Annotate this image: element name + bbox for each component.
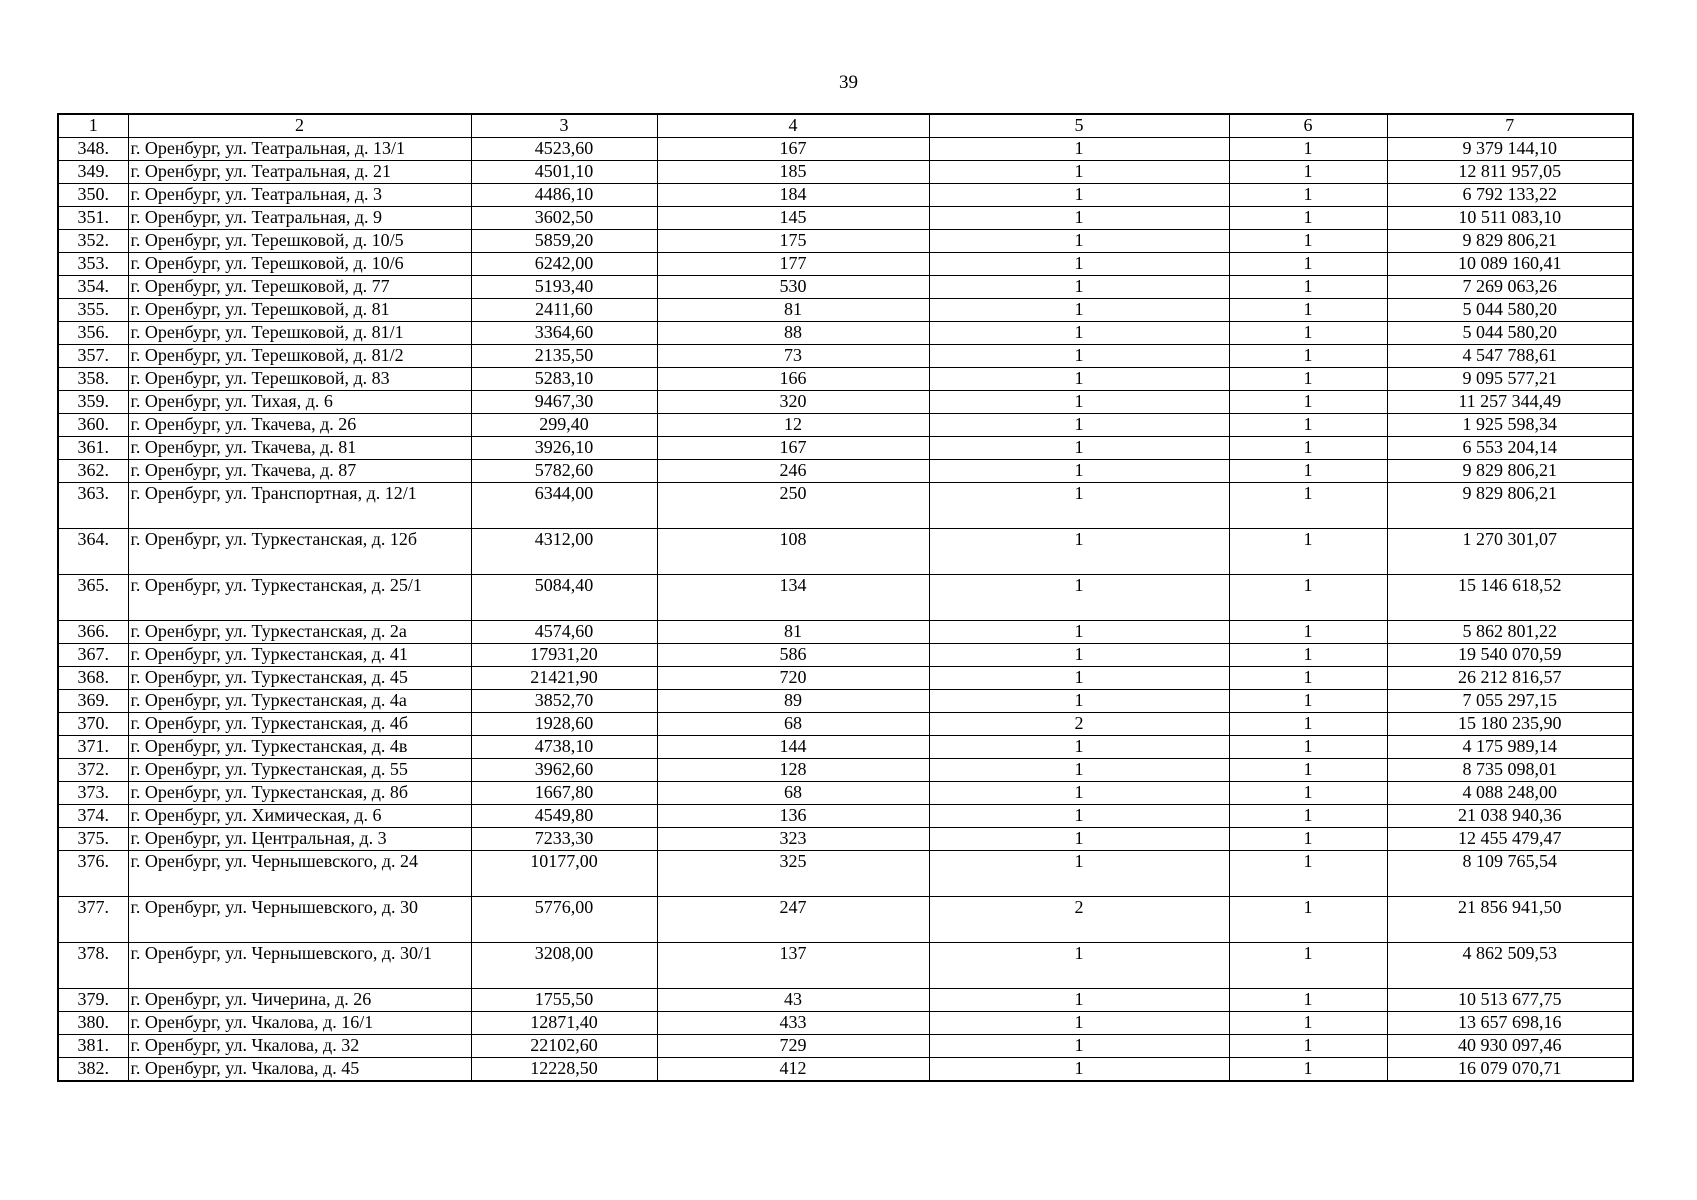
amount-cell: 26 212 816,57 bbox=[1387, 667, 1633, 690]
area-cell: 3962,60 bbox=[471, 759, 657, 782]
column-6-cell: 1 bbox=[1229, 759, 1387, 782]
column-5-cell: 1 bbox=[929, 1058, 1229, 1082]
address-cell: г. Оренбург, ул. Ткачева, д. 26 bbox=[128, 414, 471, 437]
table-row bbox=[58, 207, 1633, 230]
area-cell: 4523,60 bbox=[471, 138, 657, 161]
amount-cell: 10 089 160,41 bbox=[1387, 253, 1633, 276]
column-5-cell: 1 bbox=[929, 207, 1229, 230]
row-number: 351. bbox=[58, 207, 128, 230]
address-cell: г. Оренбург, ул. Терешковой, д. 10/6 bbox=[128, 253, 471, 276]
column-header: 4 bbox=[657, 114, 929, 138]
column-6-cell: 1 bbox=[1229, 230, 1387, 253]
housing-register-table bbox=[57, 113, 1634, 1082]
column-5-cell: 1 bbox=[929, 690, 1229, 713]
row-number: 366. bbox=[58, 621, 128, 644]
residents-cell: 128 bbox=[657, 759, 929, 782]
amount-cell: 6 553 204,14 bbox=[1387, 437, 1633, 460]
area-cell: 5193,40 bbox=[471, 276, 657, 299]
residents-cell: 720 bbox=[657, 667, 929, 690]
address-cell: г. Оренбург, ул. Терешковой, д. 83 bbox=[128, 368, 471, 391]
column-header: 2 bbox=[128, 114, 471, 138]
row-number: 382. bbox=[58, 1058, 128, 1082]
column-5-cell: 1 bbox=[929, 414, 1229, 437]
column-6-cell: 1 bbox=[1229, 368, 1387, 391]
row-number: 352. bbox=[58, 230, 128, 253]
column-5-cell: 1 bbox=[929, 989, 1229, 1012]
table-row bbox=[58, 529, 1633, 575]
address-cell: г. Оренбург, ул. Театральная, д. 21 bbox=[128, 161, 471, 184]
address-cell: г. Оренбург, ул. Транспортная, д. 12/1 bbox=[128, 483, 471, 529]
row-number: 379. bbox=[58, 989, 128, 1012]
area-cell: 6344,00 bbox=[471, 483, 657, 529]
table-row bbox=[58, 828, 1633, 851]
area-cell: 3364,60 bbox=[471, 322, 657, 345]
column-6-cell: 1 bbox=[1229, 391, 1387, 414]
amount-cell: 10 513 677,75 bbox=[1387, 989, 1633, 1012]
area-cell: 2411,60 bbox=[471, 299, 657, 322]
address-cell: г. Оренбург, ул. Терешковой, д. 10/5 bbox=[128, 230, 471, 253]
area-cell: 5084,40 bbox=[471, 575, 657, 621]
table-row bbox=[58, 1012, 1633, 1035]
residents-cell: 530 bbox=[657, 276, 929, 299]
row-number: 359. bbox=[58, 391, 128, 414]
table-row bbox=[58, 161, 1633, 184]
residents-cell: 167 bbox=[657, 138, 929, 161]
column-5-cell: 1 bbox=[929, 851, 1229, 897]
table-row bbox=[58, 667, 1633, 690]
column-5-cell: 1 bbox=[929, 782, 1229, 805]
column-5-cell: 1 bbox=[929, 253, 1229, 276]
area-cell: 12871,40 bbox=[471, 1012, 657, 1035]
amount-cell: 7 055 297,15 bbox=[1387, 690, 1633, 713]
column-5-cell: 1 bbox=[929, 299, 1229, 322]
column-5-cell: 2 bbox=[929, 897, 1229, 943]
area-cell: 3852,70 bbox=[471, 690, 657, 713]
area-cell: 4549,80 bbox=[471, 805, 657, 828]
row-number: 358. bbox=[58, 368, 128, 391]
area-cell: 5859,20 bbox=[471, 230, 657, 253]
row-number: 370. bbox=[58, 713, 128, 736]
residents-cell: 586 bbox=[657, 644, 929, 667]
amount-cell: 4 547 788,61 bbox=[1387, 345, 1633, 368]
column-6-cell: 1 bbox=[1229, 828, 1387, 851]
residents-cell: 145 bbox=[657, 207, 929, 230]
address-cell: г. Оренбург, ул. Театральная, д. 3 bbox=[128, 184, 471, 207]
column-5-cell: 1 bbox=[929, 529, 1229, 575]
amount-cell: 11 257 344,49 bbox=[1387, 391, 1633, 414]
table-row bbox=[58, 322, 1633, 345]
column-5-cell: 1 bbox=[929, 322, 1229, 345]
amount-cell: 5 044 580,20 bbox=[1387, 299, 1633, 322]
column-6-cell: 1 bbox=[1229, 207, 1387, 230]
row-number: 362. bbox=[58, 460, 128, 483]
address-cell: г. Оренбург, ул. Туркестанская, д. 41 bbox=[128, 644, 471, 667]
table-row bbox=[58, 460, 1633, 483]
row-number: 378. bbox=[58, 943, 128, 989]
area-cell: 1928,60 bbox=[471, 713, 657, 736]
address-cell: г. Оренбург, ул. Терешковой, д. 77 bbox=[128, 276, 471, 299]
table-row bbox=[58, 184, 1633, 207]
column-6-cell: 1 bbox=[1229, 299, 1387, 322]
table-row bbox=[58, 782, 1633, 805]
residents-cell: 12 bbox=[657, 414, 929, 437]
column-6-cell: 1 bbox=[1229, 1058, 1387, 1082]
column-6-cell: 1 bbox=[1229, 989, 1387, 1012]
table-row bbox=[58, 253, 1633, 276]
table-row bbox=[58, 989, 1633, 1012]
column-header: 3 bbox=[471, 114, 657, 138]
area-cell: 1755,50 bbox=[471, 989, 657, 1012]
area-cell: 4738,10 bbox=[471, 736, 657, 759]
column-5-cell: 1 bbox=[929, 736, 1229, 759]
table-row bbox=[58, 759, 1633, 782]
column-6-cell: 1 bbox=[1229, 138, 1387, 161]
residents-cell: 166 bbox=[657, 368, 929, 391]
row-number: 349. bbox=[58, 161, 128, 184]
column-6-cell: 1 bbox=[1229, 529, 1387, 575]
address-cell: г. Оренбург, ул. Туркестанская, д. 25/1 bbox=[128, 575, 471, 621]
residents-cell: 323 bbox=[657, 828, 929, 851]
table-row bbox=[58, 851, 1633, 897]
table-row bbox=[58, 1058, 1633, 1082]
amount-cell: 9 829 806,21 bbox=[1387, 483, 1633, 529]
column-5-cell: 1 bbox=[929, 483, 1229, 529]
column-header: 5 bbox=[929, 114, 1229, 138]
area-cell: 22102,60 bbox=[471, 1035, 657, 1058]
amount-cell: 4 175 989,14 bbox=[1387, 736, 1633, 759]
amount-cell: 12 811 957,05 bbox=[1387, 161, 1633, 184]
address-cell: г. Оренбург, ул. Чкалова, д. 32 bbox=[128, 1035, 471, 1058]
table-row bbox=[58, 437, 1633, 460]
row-number: 356. bbox=[58, 322, 128, 345]
residents-cell: 167 bbox=[657, 437, 929, 460]
amount-cell: 8 109 765,54 bbox=[1387, 851, 1633, 897]
amount-cell: 1 270 301,07 bbox=[1387, 529, 1633, 575]
residents-cell: 729 bbox=[657, 1035, 929, 1058]
column-5-cell: 1 bbox=[929, 759, 1229, 782]
table-row bbox=[58, 138, 1633, 161]
residents-cell: 175 bbox=[657, 230, 929, 253]
column-5-cell: 1 bbox=[929, 345, 1229, 368]
amount-cell: 15 180 235,90 bbox=[1387, 713, 1633, 736]
residents-cell: 81 bbox=[657, 299, 929, 322]
address-cell: г. Оренбург, ул. Ткачева, д. 87 bbox=[128, 460, 471, 483]
residents-cell: 433 bbox=[657, 1012, 929, 1035]
row-number: 368. bbox=[58, 667, 128, 690]
amount-cell: 9 829 806,21 bbox=[1387, 230, 1633, 253]
residents-cell: 247 bbox=[657, 897, 929, 943]
amount-cell: 16 079 070,71 bbox=[1387, 1058, 1633, 1082]
address-cell: г. Оренбург, ул. Туркестанская, д. 2а bbox=[128, 621, 471, 644]
residents-cell: 43 bbox=[657, 989, 929, 1012]
row-number: 376. bbox=[58, 851, 128, 897]
amount-cell: 15 146 618,52 bbox=[1387, 575, 1633, 621]
column-6-cell: 1 bbox=[1229, 713, 1387, 736]
address-cell: г. Оренбург, ул. Туркестанская, д. 4в bbox=[128, 736, 471, 759]
row-number: 357. bbox=[58, 345, 128, 368]
amount-cell: 21 038 940,36 bbox=[1387, 805, 1633, 828]
column-6-cell: 1 bbox=[1229, 736, 1387, 759]
address-cell: г. Оренбург, ул. Ткачева, д. 81 bbox=[128, 437, 471, 460]
row-number: 371. bbox=[58, 736, 128, 759]
amount-cell: 13 657 698,16 bbox=[1387, 1012, 1633, 1035]
row-number: 354. bbox=[58, 276, 128, 299]
column-5-cell: 1 bbox=[929, 621, 1229, 644]
column-5-cell: 2 bbox=[929, 713, 1229, 736]
amount-cell: 40 930 097,46 bbox=[1387, 1035, 1633, 1058]
row-number: 350. bbox=[58, 184, 128, 207]
row-number: 380. bbox=[58, 1012, 128, 1035]
column-6-cell: 1 bbox=[1229, 575, 1387, 621]
table-row bbox=[58, 483, 1633, 529]
residents-cell: 68 bbox=[657, 713, 929, 736]
row-number: 363. bbox=[58, 483, 128, 529]
row-number: 372. bbox=[58, 759, 128, 782]
column-5-cell: 1 bbox=[929, 644, 1229, 667]
residents-cell: 137 bbox=[657, 943, 929, 989]
column-6-cell: 1 bbox=[1229, 897, 1387, 943]
address-cell: г. Оренбург, ул. Чернышевского, д. 30 bbox=[128, 897, 471, 943]
amount-cell: 9 095 577,21 bbox=[1387, 368, 1633, 391]
row-number: 373. bbox=[58, 782, 128, 805]
area-cell: 5782,60 bbox=[471, 460, 657, 483]
residents-cell: 320 bbox=[657, 391, 929, 414]
area-cell: 4312,00 bbox=[471, 529, 657, 575]
table-row bbox=[58, 690, 1633, 713]
residents-cell: 108 bbox=[657, 529, 929, 575]
row-number: 355. bbox=[58, 299, 128, 322]
table-row bbox=[58, 1035, 1633, 1058]
address-cell: г. Оренбург, ул. Тихая, д. 6 bbox=[128, 391, 471, 414]
row-number: 361. bbox=[58, 437, 128, 460]
table-row bbox=[58, 897, 1633, 943]
table-row bbox=[58, 299, 1633, 322]
column-5-cell: 1 bbox=[929, 391, 1229, 414]
column-6-cell: 1 bbox=[1229, 644, 1387, 667]
table-row bbox=[58, 713, 1633, 736]
column-6-cell: 1 bbox=[1229, 1035, 1387, 1058]
area-cell: 9467,30 bbox=[471, 391, 657, 414]
column-5-cell: 1 bbox=[929, 161, 1229, 184]
address-cell: г. Оренбург, ул. Химическая, д. 6 bbox=[128, 805, 471, 828]
column-6-cell: 1 bbox=[1229, 782, 1387, 805]
table-row bbox=[58, 391, 1633, 414]
residents-cell: 88 bbox=[657, 322, 929, 345]
column-header: 1 bbox=[58, 114, 128, 138]
column-5-cell: 1 bbox=[929, 368, 1229, 391]
amount-cell: 7 269 063,26 bbox=[1387, 276, 1633, 299]
amount-cell: 8 735 098,01 bbox=[1387, 759, 1633, 782]
column-header: 6 bbox=[1229, 114, 1387, 138]
column-5-cell: 1 bbox=[929, 138, 1229, 161]
column-5-cell: 1 bbox=[929, 230, 1229, 253]
residents-cell: 68 bbox=[657, 782, 929, 805]
address-cell: г. Оренбург, ул. Туркестанская, д. 4а bbox=[128, 690, 471, 713]
column-5-cell: 1 bbox=[929, 828, 1229, 851]
area-cell: 17931,20 bbox=[471, 644, 657, 667]
column-6-cell: 1 bbox=[1229, 253, 1387, 276]
row-number: 375. bbox=[58, 828, 128, 851]
table-row bbox=[58, 621, 1633, 644]
column-6-cell: 1 bbox=[1229, 851, 1387, 897]
column-5-cell: 1 bbox=[929, 667, 1229, 690]
column-5-cell: 1 bbox=[929, 1012, 1229, 1035]
column-6-cell: 1 bbox=[1229, 322, 1387, 345]
table-row bbox=[58, 230, 1633, 253]
area-cell: 5283,10 bbox=[471, 368, 657, 391]
residents-cell: 184 bbox=[657, 184, 929, 207]
residents-cell: 81 bbox=[657, 621, 929, 644]
column-5-cell: 1 bbox=[929, 437, 1229, 460]
column-6-cell: 1 bbox=[1229, 161, 1387, 184]
row-number: 377. bbox=[58, 897, 128, 943]
column-5-cell: 1 bbox=[929, 1035, 1229, 1058]
area-cell: 1667,80 bbox=[471, 782, 657, 805]
column-6-cell: 1 bbox=[1229, 621, 1387, 644]
column-6-cell: 1 bbox=[1229, 667, 1387, 690]
table-row bbox=[58, 345, 1633, 368]
table-row bbox=[58, 276, 1633, 299]
amount-cell: 21 856 941,50 bbox=[1387, 897, 1633, 943]
area-cell: 10177,00 bbox=[471, 851, 657, 897]
column-6-cell: 1 bbox=[1229, 943, 1387, 989]
table-row bbox=[58, 575, 1633, 621]
amount-cell: 4 862 509,53 bbox=[1387, 943, 1633, 989]
table-body bbox=[58, 114, 1633, 1081]
column-6-cell: 1 bbox=[1229, 276, 1387, 299]
row-number: 360. bbox=[58, 414, 128, 437]
address-cell: г. Оренбург, ул. Чернышевского, д. 30/1 bbox=[128, 943, 471, 989]
amount-cell: 9 379 144,10 bbox=[1387, 138, 1633, 161]
address-cell: г. Оренбург, ул. Чкалова, д. 45 bbox=[128, 1058, 471, 1082]
column-6-cell: 1 bbox=[1229, 690, 1387, 713]
amount-cell: 5 044 580,20 bbox=[1387, 322, 1633, 345]
amount-cell: 12 455 479,47 bbox=[1387, 828, 1633, 851]
address-cell: г. Оренбург, ул. Туркестанская, д. 4б bbox=[128, 713, 471, 736]
page-number: 39 bbox=[839, 72, 858, 93]
amount-cell: 6 792 133,22 bbox=[1387, 184, 1633, 207]
table-row bbox=[58, 414, 1633, 437]
table-row bbox=[58, 736, 1633, 759]
area-cell: 3926,10 bbox=[471, 437, 657, 460]
residents-cell: 246 bbox=[657, 460, 929, 483]
residents-cell: 177 bbox=[657, 253, 929, 276]
column-5-cell: 1 bbox=[929, 575, 1229, 621]
table-row bbox=[58, 805, 1633, 828]
row-number: 374. bbox=[58, 805, 128, 828]
residents-cell: 144 bbox=[657, 736, 929, 759]
row-number: 353. bbox=[58, 253, 128, 276]
address-cell: г. Оренбург, ул. Центральная, д. 3 bbox=[128, 828, 471, 851]
address-cell: г. Оренбург, ул. Чичерина, д. 26 bbox=[128, 989, 471, 1012]
column-5-cell: 1 bbox=[929, 184, 1229, 207]
address-cell: г. Оренбург, ул. Туркестанская, д. 45 bbox=[128, 667, 471, 690]
column-header: 7 bbox=[1387, 114, 1633, 138]
residents-cell: 134 bbox=[657, 575, 929, 621]
column-6-cell: 1 bbox=[1229, 483, 1387, 529]
row-number: 364. bbox=[58, 529, 128, 575]
area-cell: 4501,10 bbox=[471, 161, 657, 184]
column-6-cell: 1 bbox=[1229, 345, 1387, 368]
row-number: 369. bbox=[58, 690, 128, 713]
residents-cell: 73 bbox=[657, 345, 929, 368]
area-cell: 12228,50 bbox=[471, 1058, 657, 1082]
column-6-cell: 1 bbox=[1229, 460, 1387, 483]
area-cell: 3208,00 bbox=[471, 943, 657, 989]
area-cell: 3602,50 bbox=[471, 207, 657, 230]
area-cell: 7233,30 bbox=[471, 828, 657, 851]
area-cell: 299,40 bbox=[471, 414, 657, 437]
amount-cell: 4 088 248,00 bbox=[1387, 782, 1633, 805]
amount-cell: 19 540 070,59 bbox=[1387, 644, 1633, 667]
table-header-row bbox=[58, 114, 1633, 138]
column-5-cell: 1 bbox=[929, 460, 1229, 483]
row-number: 348. bbox=[58, 138, 128, 161]
row-number: 381. bbox=[58, 1035, 128, 1058]
address-cell: г. Оренбург, ул. Чкалова, д. 16/1 bbox=[128, 1012, 471, 1035]
address-cell: г. Оренбург, ул. Терешковой, д. 81/1 bbox=[128, 322, 471, 345]
address-cell: г. Оренбург, ул. Театральная, д. 13/1 bbox=[128, 138, 471, 161]
column-5-cell: 1 bbox=[929, 276, 1229, 299]
amount-cell: 5 862 801,22 bbox=[1387, 621, 1633, 644]
table-row bbox=[58, 368, 1633, 391]
address-cell: г. Оренбург, ул. Терешковой, д. 81/2 bbox=[128, 345, 471, 368]
residents-cell: 185 bbox=[657, 161, 929, 184]
column-6-cell: 1 bbox=[1229, 437, 1387, 460]
table-row bbox=[58, 943, 1633, 989]
row-number: 365. bbox=[58, 575, 128, 621]
column-6-cell: 1 bbox=[1229, 1012, 1387, 1035]
table-row bbox=[58, 644, 1633, 667]
column-5-cell: 1 bbox=[929, 943, 1229, 989]
address-cell: г. Оренбург, ул. Чернышевского, д. 24 bbox=[128, 851, 471, 897]
column-6-cell: 1 bbox=[1229, 414, 1387, 437]
amount-cell: 10 511 083,10 bbox=[1387, 207, 1633, 230]
address-cell: г. Оренбург, ул. Театральная, д. 9 bbox=[128, 207, 471, 230]
residents-cell: 325 bbox=[657, 851, 929, 897]
area-cell: 21421,90 bbox=[471, 667, 657, 690]
address-cell: г. Оренбург, ул. Туркестанская, д. 55 bbox=[128, 759, 471, 782]
area-cell: 4486,10 bbox=[471, 184, 657, 207]
residents-cell: 89 bbox=[657, 690, 929, 713]
area-cell: 6242,00 bbox=[471, 253, 657, 276]
column-6-cell: 1 bbox=[1229, 184, 1387, 207]
amount-cell: 1 925 598,34 bbox=[1387, 414, 1633, 437]
area-cell: 4574,60 bbox=[471, 621, 657, 644]
column-6-cell: 1 bbox=[1229, 805, 1387, 828]
area-cell: 2135,50 bbox=[471, 345, 657, 368]
address-cell: г. Оренбург, ул. Туркестанская, д. 12б bbox=[128, 529, 471, 575]
address-cell: г. Оренбург, ул. Туркестанская, д. 8б bbox=[128, 782, 471, 805]
row-number: 367. bbox=[58, 644, 128, 667]
area-cell: 5776,00 bbox=[471, 897, 657, 943]
residents-cell: 250 bbox=[657, 483, 929, 529]
residents-cell: 412 bbox=[657, 1058, 929, 1082]
column-5-cell: 1 bbox=[929, 805, 1229, 828]
address-cell: г. Оренбург, ул. Терешковой, д. 81 bbox=[128, 299, 471, 322]
amount-cell: 9 829 806,21 bbox=[1387, 460, 1633, 483]
residents-cell: 136 bbox=[657, 805, 929, 828]
